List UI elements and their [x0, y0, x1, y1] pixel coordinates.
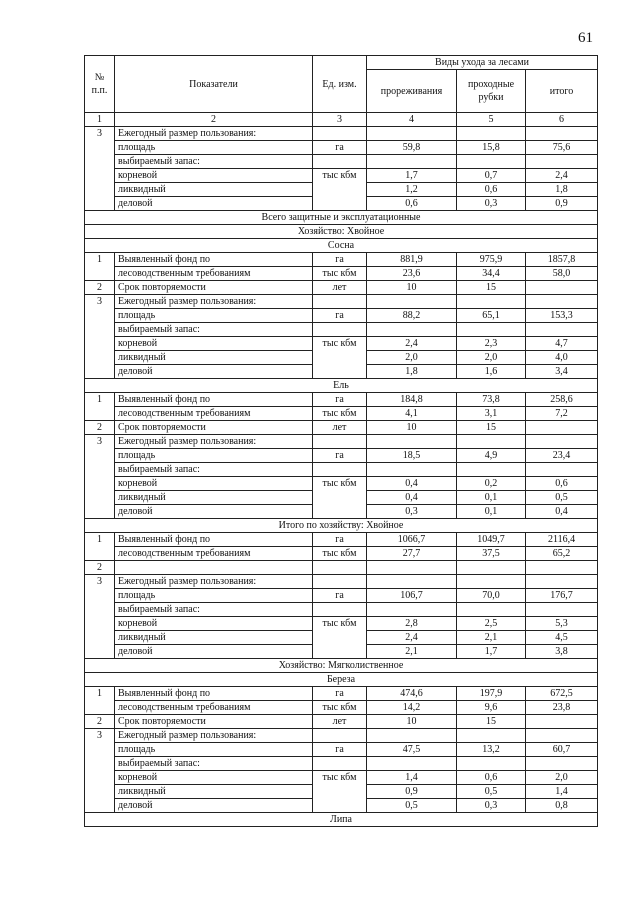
value-cell: 1,7 — [457, 645, 526, 659]
section-birch: Береза — [85, 673, 598, 687]
unit-tkbm: тыс кбм — [313, 337, 367, 379]
label-root: корневой — [115, 337, 313, 351]
unit-ha: га — [313, 253, 367, 267]
unit-ha: га — [313, 449, 367, 463]
value-cell: 0,5 — [457, 785, 526, 799]
unit-years: лет — [313, 715, 367, 729]
value-cell: 2,4 — [367, 631, 457, 645]
value-cell: 1,2 — [367, 183, 457, 197]
row-num: 1 — [85, 533, 115, 561]
unit-tkbm: тыс кбм — [313, 267, 367, 281]
value-cell: 881,9 — [367, 253, 457, 267]
value-cell: 73,8 — [457, 393, 526, 407]
value-cell: 14,2 — [367, 701, 457, 715]
value-cell: 4,9 — [457, 449, 526, 463]
value-cell: 197,9 — [457, 687, 526, 701]
value-cell: 0,6 — [526, 477, 598, 491]
value-cell: 60,7 — [526, 743, 598, 757]
label-root: корневой — [115, 771, 313, 785]
value-cell: 474,6 — [367, 687, 457, 701]
header-unit: Ед. изм. — [313, 56, 367, 113]
label-liquid: ликвидный — [115, 785, 313, 799]
unit-ha: га — [313, 393, 367, 407]
header-indicators: Показатели — [115, 56, 313, 113]
value-cell: 258,6 — [526, 393, 598, 407]
label-liquid: ликвидный — [115, 491, 313, 505]
value-cell: 2,3 — [457, 337, 526, 351]
unit-ha: га — [313, 309, 367, 323]
row-num: 2 — [85, 561, 115, 575]
value-cell: 1066,7 — [367, 533, 457, 547]
row-num: 2 — [85, 281, 115, 295]
value-cell: 3,8 — [526, 645, 598, 659]
value-cell: 0,6 — [457, 183, 526, 197]
value-cell: 1857,8 — [526, 253, 598, 267]
idx-cell: 1 — [85, 113, 115, 127]
row-num: 2 — [85, 715, 115, 729]
value-cell: 2,0 — [457, 351, 526, 365]
value-cell: 13,2 — [457, 743, 526, 757]
row-num: 3 — [85, 127, 115, 211]
idx-cell: 4 — [367, 113, 457, 127]
row-num: 1 — [85, 393, 115, 421]
label-annual: Ежегодный размер пользования: — [115, 729, 313, 743]
label-annual: Ежегодный размер пользования: — [115, 295, 313, 309]
value-cell: 58,0 — [526, 267, 598, 281]
label-annual: Ежегодный размер пользования: — [115, 127, 313, 141]
label-area: площадь — [115, 589, 313, 603]
section-farm-conif: Хозяйство: Хвойное — [85, 225, 598, 239]
row-num: 3 — [85, 435, 115, 519]
unit-tkbm: тыс кбм — [313, 169, 367, 211]
value-cell: 672,5 — [526, 687, 598, 701]
idx-cell: 5 — [457, 113, 526, 127]
label-business: деловой — [115, 799, 313, 813]
value-cell: 4,0 — [526, 351, 598, 365]
value-cell: 1,8 — [367, 365, 457, 379]
value-cell: 106,7 — [367, 589, 457, 603]
row-num: 1 — [85, 687, 115, 715]
label-annual: Ежегодный размер пользования: — [115, 575, 313, 589]
unit-ha: га — [313, 533, 367, 547]
unit-ha: га — [313, 687, 367, 701]
row-num: 1 — [85, 253, 115, 281]
label-annual: Ежегодный размер пользования: — [115, 435, 313, 449]
value-cell: 0,7 — [457, 169, 526, 183]
label-liquid: ликвидный — [115, 183, 313, 197]
section-total-conif: Итого по хозяйству: Хвойное — [85, 519, 598, 533]
idx-cell: 6 — [526, 113, 598, 127]
forest-care-table — [84, 55, 598, 827]
value-cell: 59,8 — [367, 141, 457, 155]
value-cell: 0,1 — [457, 505, 526, 519]
label-root: корневой — [115, 617, 313, 631]
header-col6: итого — [526, 70, 598, 113]
value-cell: 0,8 — [526, 799, 598, 813]
header-num: № п.п. — [85, 56, 115, 113]
value-cell: 153,3 — [526, 309, 598, 323]
label-root: корневой — [115, 477, 313, 491]
value-cell: 88,2 — [367, 309, 457, 323]
value-cell: 1049,7 — [457, 533, 526, 547]
unit-ha: га — [313, 141, 367, 155]
row-num: 2 — [85, 421, 115, 435]
label-area: площадь — [115, 449, 313, 463]
value-cell: 10 — [367, 421, 457, 435]
label-fund: Выявленный фонд по — [115, 687, 313, 701]
unit-ha: га — [313, 743, 367, 757]
value-cell: 23,8 — [526, 701, 598, 715]
value-cell: 37,5 — [457, 547, 526, 561]
section-total-prot: Всего защитные и эксплуатационные — [85, 211, 598, 225]
value-cell: 1,4 — [367, 771, 457, 785]
value-cell: 2,8 — [367, 617, 457, 631]
value-cell: 2,0 — [526, 771, 598, 785]
label-root: корневой — [115, 169, 313, 183]
unit-tkbm: тыс кбм — [313, 701, 367, 715]
value-cell: 9,6 — [457, 701, 526, 715]
row-num: 3 — [85, 575, 115, 659]
value-cell: 0,3 — [457, 197, 526, 211]
value-cell: 0,4 — [526, 505, 598, 519]
value-cell: 4,7 — [526, 337, 598, 351]
value-cell: 0,1 — [457, 491, 526, 505]
value-cell: 23,6 — [367, 267, 457, 281]
unit-ha: га — [313, 589, 367, 603]
label-selected: выбираемый запас: — [115, 155, 313, 169]
value-cell: 15 — [457, 281, 526, 295]
value-cell: 15 — [457, 715, 526, 729]
value-cell: 5,3 — [526, 617, 598, 631]
page-number: 61 — [578, 30, 593, 46]
value-cell: 2,0 — [367, 351, 457, 365]
idx-cell: 2 — [115, 113, 313, 127]
label-area: площадь — [115, 141, 313, 155]
label-area: площадь — [115, 309, 313, 323]
value-cell: 1,4 — [526, 785, 598, 799]
value-cell: 65,1 — [457, 309, 526, 323]
value-cell: 15,8 — [457, 141, 526, 155]
label-repeat: Срок повторяемости — [115, 421, 313, 435]
value-cell: 3,1 — [457, 407, 526, 421]
value-cell: 0,3 — [457, 799, 526, 813]
value-cell: 15 — [457, 421, 526, 435]
label-fund: лесоводственным требованиям — [115, 701, 313, 715]
label-selected: выбираемый запас: — [115, 323, 313, 337]
value-cell: 75,6 — [526, 141, 598, 155]
value-cell: 27,7 — [367, 547, 457, 561]
value-cell: 0,4 — [367, 477, 457, 491]
label-selected: выбираемый запас: — [115, 603, 313, 617]
label-business: деловой — [115, 365, 313, 379]
unit-tkbm: тыс кбм — [313, 477, 367, 519]
label-selected: выбираемый запас: — [115, 757, 313, 771]
idx-cell: 3 — [313, 113, 367, 127]
label-fund: лесоводственным требованиям — [115, 267, 313, 281]
unit-years: лет — [313, 281, 367, 295]
section-linden: Липа — [85, 813, 598, 827]
value-cell: 975,9 — [457, 253, 526, 267]
label-area: площадь — [115, 743, 313, 757]
unit-tkbm: тыс кбм — [313, 617, 367, 659]
row-num: 3 — [85, 295, 115, 379]
label-fund: Выявленный фонд по — [115, 253, 313, 267]
value-cell: 7,2 — [526, 407, 598, 421]
value-cell: 2,1 — [367, 645, 457, 659]
value-cell: 0,5 — [367, 799, 457, 813]
value-cell: 10 — [367, 715, 457, 729]
section-spruce: Ель — [85, 379, 598, 393]
label-fund: Выявленный фонд по — [115, 393, 313, 407]
label-liquid: ликвидный — [115, 351, 313, 365]
label-business: деловой — [115, 645, 313, 659]
value-cell: 3,4 — [526, 365, 598, 379]
value-cell: 2,5 — [457, 617, 526, 631]
section-pine: Сосна — [85, 239, 598, 253]
value-cell: 0,2 — [457, 477, 526, 491]
header-group: Виды ухода за лесами — [367, 56, 598, 70]
header-col4: прореживания — [367, 70, 457, 113]
unit-years: лет — [313, 421, 367, 435]
label-repeat: Срок повторяемости — [115, 281, 313, 295]
value-cell: 34,4 — [457, 267, 526, 281]
label-selected: выбираемый запас: — [115, 463, 313, 477]
value-cell: 70,0 — [457, 589, 526, 603]
value-cell: 47,5 — [367, 743, 457, 757]
value-cell: 0,5 — [526, 491, 598, 505]
value-cell: 0,4 — [367, 491, 457, 505]
header-col5: проходные рубки — [457, 70, 526, 113]
value-cell: 1,6 — [457, 365, 526, 379]
value-cell: 10 — [367, 281, 457, 295]
unit-tkbm: тыс кбм — [313, 771, 367, 813]
label-fund: Выявленный фонд по — [115, 533, 313, 547]
row-num: 3 — [85, 729, 115, 813]
value-cell: 2,4 — [367, 337, 457, 351]
label-business: деловой — [115, 197, 313, 211]
value-cell: 176,7 — [526, 589, 598, 603]
unit-tkbm: тыс кбм — [313, 547, 367, 561]
unit-tkbm: тыс кбм — [313, 407, 367, 421]
label-fund: лесоводственным требованиям — [115, 547, 313, 561]
value-cell: 1,8 — [526, 183, 598, 197]
value-cell: 1,7 — [367, 169, 457, 183]
value-cell: 18,5 — [367, 449, 457, 463]
label-repeat: Срок повторяемости — [115, 715, 313, 729]
value-cell: 0,6 — [367, 197, 457, 211]
value-cell: 23,4 — [526, 449, 598, 463]
value-cell: 0,9 — [526, 197, 598, 211]
value-cell: 2116,4 — [526, 533, 598, 547]
value-cell: 4,1 — [367, 407, 457, 421]
value-cell: 2,4 — [526, 169, 598, 183]
label-fund: лесоводственным требованиям — [115, 407, 313, 421]
value-cell: 0,3 — [367, 505, 457, 519]
value-cell: 0,6 — [457, 771, 526, 785]
label-business: деловой — [115, 505, 313, 519]
value-cell: 2,1 — [457, 631, 526, 645]
value-cell: 0,9 — [367, 785, 457, 799]
section-farm-soft: Хозяйство: Мягколиственное — [85, 659, 598, 673]
value-cell: 184,8 — [367, 393, 457, 407]
value-cell: 4,5 — [526, 631, 598, 645]
label-liquid: ликвидный — [115, 631, 313, 645]
value-cell: 65,2 — [526, 547, 598, 561]
